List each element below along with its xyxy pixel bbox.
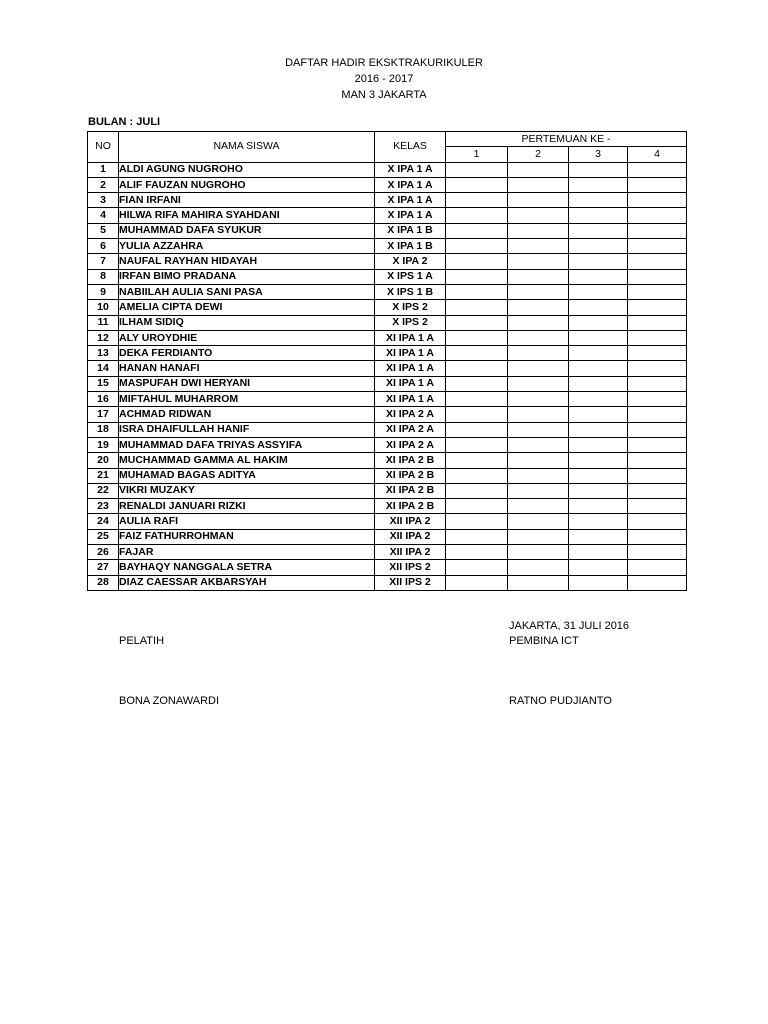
attendance-cell: [508, 560, 569, 575]
attendance-cell: [508, 330, 569, 345]
row-number: 27: [88, 560, 119, 575]
student-name: MASPUFAH DWI HERYANI: [119, 376, 375, 391]
student-name: ALIF FAUZAN NUGROHO: [119, 177, 375, 192]
student-name: HANAN HANAFI: [119, 361, 375, 376]
attendance-cell: [628, 529, 687, 544]
attendance-cell: [446, 346, 508, 361]
row-number: 18: [88, 422, 119, 437]
attendance-cell: [569, 162, 628, 177]
attendance-cell: [508, 453, 569, 468]
attendance-cell: [446, 269, 508, 284]
student-name: NAUFAL RAYHAN HIDAYAH: [119, 254, 375, 269]
attendance-cell: [628, 560, 687, 575]
attendance-cell: [569, 422, 628, 437]
attendance-cell: [508, 545, 569, 560]
attendance-cell: [569, 193, 628, 208]
table-row: [88, 269, 687, 284]
student-name: MUHAMAD BAGAS ADITYA: [119, 468, 375, 483]
row-number: 22: [88, 483, 119, 498]
table-row: [88, 437, 687, 452]
student-class: XII IPS 2: [375, 575, 446, 590]
student-class: XI IPA 1 A: [375, 392, 446, 407]
attendance-cell: [446, 361, 508, 376]
attendance-cell: [446, 177, 508, 192]
attendance-cell: [628, 330, 687, 345]
student-name: IRFAN BIMO PRADANA: [119, 269, 375, 284]
school-year: 2016 - 2017: [354, 73, 414, 85]
attendance-cell: [446, 284, 508, 299]
attendance-cell: [628, 223, 687, 238]
row-number: 10: [88, 300, 119, 315]
attendance-table: [87, 131, 687, 591]
attendance-cell: [446, 422, 508, 437]
attendance-cell: [569, 483, 628, 498]
student-class: XI IPA 1 A: [375, 376, 446, 391]
attendance-cell: [446, 254, 508, 269]
attendance-cell: [628, 254, 687, 269]
attendance-cell: [446, 499, 508, 514]
student-class: X IPS 1 A: [375, 269, 446, 284]
attendance-cell: [628, 269, 687, 284]
attendance-cell: [569, 208, 628, 223]
header-meeting-1: 1: [446, 147, 508, 162]
attendance-cell: [569, 560, 628, 575]
attendance-cell: [508, 193, 569, 208]
attendance-cell: [569, 545, 628, 560]
table-row: [88, 407, 687, 422]
attendance-cell: [569, 575, 628, 590]
header-meetings: PERTEMUAN KE -: [446, 132, 687, 147]
student-class: XI IPA 1 A: [375, 330, 446, 345]
attendance-cell: [628, 407, 687, 422]
attendance-cell: [446, 483, 508, 498]
student-name: AULIA RAFI: [119, 514, 375, 529]
row-number: 13: [88, 346, 119, 361]
attendance-cell: [569, 315, 628, 330]
attendance-cell: [569, 453, 628, 468]
attendance-cell: [628, 514, 687, 529]
table-row: [88, 284, 687, 299]
attendance-cell: [569, 300, 628, 315]
row-number: 16: [88, 392, 119, 407]
attendance-cell: [508, 575, 569, 590]
attendance-cell: [508, 361, 569, 376]
attendance-cell: [628, 376, 687, 391]
attendance-cell: [446, 392, 508, 407]
document-header: [0, 55, 768, 103]
row-number: 28: [88, 575, 119, 590]
school-name: MAN 3 JAKARTA: [341, 89, 427, 101]
student-name: NABIILAH AULIA SANI PASA: [119, 284, 375, 299]
attendance-cell: [508, 300, 569, 315]
row-number: 9: [88, 284, 119, 299]
attendance-cell: [569, 392, 628, 407]
table-row: [88, 545, 687, 560]
attendance-cell: [446, 407, 508, 422]
attendance-cell: [628, 575, 687, 590]
table-row: [88, 514, 687, 529]
student-name: ISRA DHAIFULLAH HANIF: [119, 422, 375, 437]
attendance-cell: [508, 269, 569, 284]
student-class: X IPA 1 A: [375, 208, 446, 223]
attendance-cell: [628, 499, 687, 514]
student-name: BAYHAQY NANGGALA SETRA: [119, 560, 375, 575]
attendance-cell: [508, 177, 569, 192]
table-row: [88, 422, 687, 437]
attendance-cell: [508, 499, 569, 514]
place-date: JAKARTA, 31 JULI 2016: [509, 620, 630, 632]
table-row: [88, 300, 687, 315]
student-class: XI IPA 2 B: [375, 499, 446, 514]
month-label: BULAN : JULI: [88, 116, 161, 128]
header-name: NAMA SISWA: [119, 132, 375, 163]
attendance-cell: [628, 193, 687, 208]
attendance-cell: [446, 300, 508, 315]
attendance-cell: [569, 376, 628, 391]
student-name: MUCHAMMAD GAMMA AL HAKIM: [119, 453, 375, 468]
student-name: MIFTAHUL MUHARROM: [119, 392, 375, 407]
row-number: 5: [88, 223, 119, 238]
attendance-cell: [508, 254, 569, 269]
student-class: XI IPA 2 B: [375, 453, 446, 468]
header-meeting-4: 4: [628, 147, 687, 162]
table-row: [88, 254, 687, 269]
attendance-cell: [508, 162, 569, 177]
student-class: XI IPA 2 B: [375, 483, 446, 498]
attendance-cell: [508, 223, 569, 238]
attendance-cell: [508, 514, 569, 529]
student-name: YULIA AZZAHRA: [119, 239, 375, 254]
student-name: RENALDI JANUARI RIZKI: [119, 499, 375, 514]
attendance-cell: [508, 315, 569, 330]
attendance-cell: [446, 208, 508, 223]
attendance-cell: [628, 422, 687, 437]
attendance-cell: [628, 300, 687, 315]
table-row: [88, 177, 687, 192]
student-name: ALDI AGUNG NUGROHO: [119, 162, 375, 177]
row-number: 4: [88, 208, 119, 223]
table-row: [88, 330, 687, 345]
student-class: X IPS 1 B: [375, 284, 446, 299]
student-name: ACHMAD RIDWAN: [119, 407, 375, 422]
table-row: [88, 223, 687, 238]
table-row: [88, 315, 687, 330]
attendance-cell: [569, 346, 628, 361]
table-row: [88, 361, 687, 376]
attendance-cell: [569, 177, 628, 192]
table-row: [88, 529, 687, 544]
supervisor-name: RATNO PUDJIANTO: [509, 695, 612, 707]
student-class: X IPA 1 B: [375, 239, 446, 254]
attendance-cell: [508, 437, 569, 452]
attendance-cell: [569, 407, 628, 422]
attendance-cell: [569, 269, 628, 284]
attendance-cell: [508, 483, 569, 498]
student-name: MUHAMMAD DAFA SYUKUR: [119, 223, 375, 238]
student-class: XI IPA 2 A: [375, 422, 446, 437]
attendance-cell: [628, 346, 687, 361]
attendance-cell: [628, 239, 687, 254]
student-name: HILWA RIFA MAHIRA SYAHDANI: [119, 208, 375, 223]
header-meeting-3: 3: [569, 147, 628, 162]
student-class: XII IPA 2: [375, 529, 446, 544]
student-name: MUHAMMAD DAFA TRIYAS ASSYIFA: [119, 437, 375, 452]
attendance-cell: [446, 453, 508, 468]
table-row: [88, 392, 687, 407]
attendance-cell: [446, 223, 508, 238]
attendance-cell: [446, 514, 508, 529]
table-row: [88, 575, 687, 590]
attendance-cell: [569, 239, 628, 254]
attendance-cell: [446, 437, 508, 452]
attendance-cell: [446, 529, 508, 544]
attendance-cell: [508, 208, 569, 223]
row-number: 25: [88, 529, 119, 544]
attendance-cell: [569, 437, 628, 452]
supervisor-role: PEMBINA ICT: [509, 635, 579, 647]
attendance-cell: [569, 514, 628, 529]
student-class: X IPA 2: [375, 254, 446, 269]
student-class: X IPA 1 A: [375, 193, 446, 208]
attendance-cell: [508, 468, 569, 483]
row-number: 2: [88, 177, 119, 192]
table-row: [88, 468, 687, 483]
attendance-cell: [569, 499, 628, 514]
attendance-cell: [446, 545, 508, 560]
student-class: X IPS 2: [375, 315, 446, 330]
row-number: 12: [88, 330, 119, 345]
attendance-cell: [569, 284, 628, 299]
attendance-cell: [508, 392, 569, 407]
attendance-cell: [628, 208, 687, 223]
attendance-cell: [508, 284, 569, 299]
attendance-cell: [446, 193, 508, 208]
attendance-cell: [628, 315, 687, 330]
student-class: XI IPA 1 A: [375, 361, 446, 376]
attendance-cell: [628, 453, 687, 468]
attendance-cell: [508, 529, 569, 544]
student-class: X IPS 2: [375, 300, 446, 315]
attendance-cell: [628, 545, 687, 560]
table-row: [88, 453, 687, 468]
attendance-cell: [628, 483, 687, 498]
attendance-cell: [508, 239, 569, 254]
attendance-cell: [508, 376, 569, 391]
row-number: 11: [88, 315, 119, 330]
attendance-cell: [446, 575, 508, 590]
attendance-cell: [508, 407, 569, 422]
attendance-cell: [628, 437, 687, 452]
attendance-cell: [628, 468, 687, 483]
student-class: XII IPA 2: [375, 514, 446, 529]
table-row: [88, 193, 687, 208]
attendance-cell: [628, 162, 687, 177]
coach-role: PELATIH: [119, 635, 165, 647]
student-name: AMELIA CIPTA DEWI: [119, 300, 375, 315]
student-name: DIAZ CAESSAR AKBARSYAH: [119, 575, 375, 590]
student-class: X IPA 1 A: [375, 177, 446, 192]
attendance-rows: [88, 162, 687, 590]
student-name: FIAN IRFANI: [119, 193, 375, 208]
attendance-cell: [446, 239, 508, 254]
student-class: XI IPA 2 A: [375, 437, 446, 452]
row-number: 23: [88, 499, 119, 514]
row-number: 24: [88, 514, 119, 529]
table-row: [88, 239, 687, 254]
attendance-cell: [446, 315, 508, 330]
table-row: [88, 483, 687, 498]
attendance-cell: [628, 284, 687, 299]
attendance-cell: [569, 254, 628, 269]
row-number: 17: [88, 407, 119, 422]
row-number: 6: [88, 239, 119, 254]
attendance-cell: [569, 529, 628, 544]
attendance-cell: [446, 376, 508, 391]
row-number: 21: [88, 468, 119, 483]
attendance-cell: [508, 346, 569, 361]
document-title: DAFTAR HADIR EKSKTRAKURIKULER: [285, 57, 483, 69]
student-name: DEKA FERDIANTO: [119, 346, 375, 361]
table-row: [88, 560, 687, 575]
header-no: NO: [88, 132, 119, 163]
attendance-cell: [446, 468, 508, 483]
student-class: X IPA 1 A: [375, 162, 446, 177]
attendance-cell: [569, 223, 628, 238]
attendance-cell: [569, 330, 628, 345]
table-row: [88, 208, 687, 223]
student-class: XII IPA 2: [375, 545, 446, 560]
student-name: ALY UROYDHIE: [119, 330, 375, 345]
row-number: 3: [88, 193, 119, 208]
student-class: XI IPA 2 B: [375, 468, 446, 483]
row-number: 14: [88, 361, 119, 376]
row-number: 19: [88, 437, 119, 452]
header-meeting-2: 2: [508, 147, 569, 162]
attendance-cell: [628, 392, 687, 407]
student-class: X IPA 1 B: [375, 223, 446, 238]
student-class: XI IPA 1 A: [375, 346, 446, 361]
attendance-cell: [569, 468, 628, 483]
attendance-cell: [446, 162, 508, 177]
table-row: [88, 346, 687, 361]
student-name: VIKRI MUZAKY: [119, 483, 375, 498]
attendance-cell: [446, 330, 508, 345]
row-number: 1: [88, 162, 119, 177]
student-class: XII IPS 2: [375, 560, 446, 575]
table-row: [88, 376, 687, 391]
row-number: 7: [88, 254, 119, 269]
row-number: 8: [88, 269, 119, 284]
student-name: FAJAR: [119, 545, 375, 560]
header-class: KELAS: [375, 132, 446, 163]
coach-name: BONA ZONAWARDI: [119, 695, 220, 707]
table-row: [88, 162, 687, 177]
table-row: [88, 499, 687, 514]
attendance-cell: [569, 361, 628, 376]
student-class: XI IPA 2 A: [375, 407, 446, 422]
attendance-cell: [508, 422, 569, 437]
row-number: 15: [88, 376, 119, 391]
student-name: FAIZ FATHURROHMAN: [119, 529, 375, 544]
student-name: ILHAM SIDIQ: [119, 315, 375, 330]
row-number: 20: [88, 453, 119, 468]
attendance-cell: [446, 560, 508, 575]
attendance-cell: [628, 177, 687, 192]
row-number: 26: [88, 545, 119, 560]
attendance-cell: [628, 361, 687, 376]
